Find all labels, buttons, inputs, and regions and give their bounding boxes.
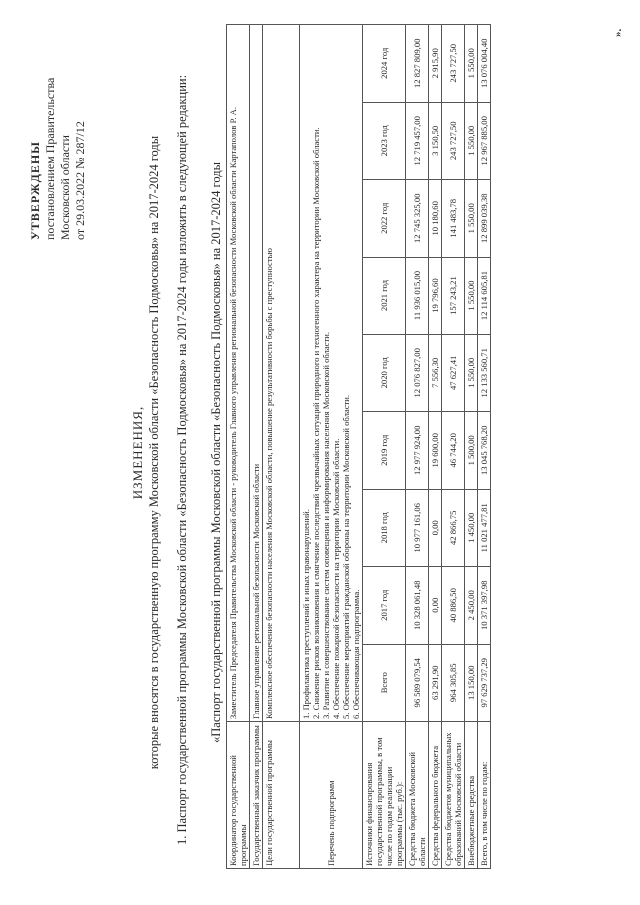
table-row: [442, 25, 465, 869]
approval-date: от 29.03.2022 № 287/12: [73, 121, 87, 240]
table-row: [478, 25, 491, 869]
table-cell: 1 550,00: [465, 257, 478, 334]
table-row: [227, 25, 250, 869]
list-item: 6. Обеспечивающая подпрограмма.: [351, 589, 361, 719]
row-value: Главное управление региональной безопасности Московской области: [250, 25, 263, 722]
column-header: 2023 год: [363, 102, 406, 179]
table-cell: 1 550,00: [465, 25, 478, 103]
table-cell: 12 719 457,00: [406, 102, 429, 179]
row-value: Заместитель Председателя Правительства Московской области - руководитель Главного управления региональной безопасности Московской области Картаполов Р. А.: [227, 25, 250, 722]
row-label: Средства бюджета Московской области: [406, 722, 429, 869]
table-cell: 63 291,90: [429, 644, 442, 721]
list-item: 2. Снижение рисков возникновения и смягчение последствий чрезвычайных ситуаций природного и техногенного характера на территории Московской области.: [311, 127, 321, 719]
section-heading: 1. Паспорт государственной программы Московской области «Безопасность Подмосковья» на 2017-2024 годы изложить в следующей редакции:: [175, 74, 189, 845]
document-subtitle: которые вносятся в государственную программу Московской области «Безопасность Подмосковья» на 2017-2024 годы: [147, 135, 161, 770]
table-cell: 2 915,90: [429, 25, 442, 103]
column-header: 2017 год: [363, 567, 406, 644]
passport-heading: «Паспорт государственной программы Московской области «Безопасность Подмосковья» на 2017-2024 годы: [209, 162, 223, 743]
program-passport-table: [226, 24, 491, 869]
table-cell: 157 243,21: [442, 257, 465, 334]
table-cell: 10 180,60: [429, 180, 442, 257]
approval-header: УТВЕРЖДЕНЫ: [28, 141, 42, 240]
row-label: Цели государственной программы: [263, 722, 300, 869]
column-header: 2021 год: [363, 257, 406, 334]
table-cell: 2 450,00: [465, 567, 478, 644]
row-label: Внебюджетные средства: [465, 722, 478, 869]
table-cell: 243 727,50: [442, 25, 465, 103]
table-cell: 12 076 827,00: [406, 334, 429, 411]
table-cell: 0,00: [429, 489, 442, 566]
table-cell: 12 114 605,81: [478, 257, 491, 334]
table-cell: 40 886,50: [442, 567, 465, 644]
table-header-row: [363, 25, 406, 869]
table-row: [300, 25, 363, 869]
table-cell: 0,00: [429, 567, 442, 644]
approval-line: постановлением Правительства: [43, 77, 57, 240]
subprograms-list: [300, 25, 363, 722]
table-cell: 1 550,00: [465, 102, 478, 179]
approval-line: Московской области: [58, 135, 72, 240]
table-cell: 7 556,30: [429, 334, 442, 411]
table-cell: 1 550,00: [465, 180, 478, 257]
table-cell: 10 977 161,06: [406, 489, 429, 566]
row-label: Источники финансирования государственной программы, в том числе по годам реализации программы (тыс. руб.):: [363, 722, 406, 869]
table-cell: 12 827 809,00: [406, 25, 429, 103]
table-row: [465, 25, 478, 869]
table-cell: 13 150,00: [465, 644, 478, 721]
column-header: Всего: [363, 644, 406, 721]
column-header: 2022 год: [363, 180, 406, 257]
row-label: Государственный заказчик программы: [250, 722, 263, 869]
table-cell: 11 021 477,81: [478, 489, 491, 566]
row-label: Средства бюджетов муниципальных образований Московской области: [442, 722, 465, 869]
table-cell: 3 150,50: [429, 102, 442, 179]
table-cell: 19 796,60: [429, 257, 442, 334]
column-header: 2019 год: [363, 412, 406, 489]
row-label: Перечень подпрограмм: [300, 722, 363, 869]
table-row: [263, 25, 300, 869]
column-header: 2018 год: [363, 489, 406, 566]
table-cell: 12 899 039,38: [478, 180, 491, 257]
table-cell: 964 305,85: [442, 644, 465, 721]
table-cell: 13 045 768,20: [478, 412, 491, 489]
row-label: Координатор государственной программы: [227, 722, 250, 869]
table-row: [250, 25, 263, 869]
table-cell: 1 550,00: [465, 334, 478, 411]
row-label: Средства федерального бюджета: [429, 722, 442, 869]
table-cell: 12 977 924,00: [406, 412, 429, 489]
table-row: [429, 25, 442, 869]
list-item: 1. Профилактика преступлений и иных правонарушений.: [301, 509, 311, 719]
list-item: 5. Обеспечение мероприятий гражданской обороны на территории Московской области.: [341, 394, 351, 719]
row-label: Всего, в том числе по годам:: [478, 722, 491, 869]
document-title: ИЗМЕНЕНИЯ,: [130, 405, 145, 500]
table-cell: 12 133 560,71: [478, 334, 491, 411]
column-header: 2024 год: [363, 25, 406, 103]
table-cell: 11 936 015,00: [406, 257, 429, 334]
table-row: [406, 25, 429, 869]
table-cell: 96 589 079,54: [406, 644, 429, 721]
table-cell: 12 745 325,00: [406, 180, 429, 257]
table-cell: 47 627,41: [442, 334, 465, 411]
table-cell: 1 500,00: [465, 412, 478, 489]
table-cell: 10 371 397,98: [478, 567, 491, 644]
closing-quote-mark: ».: [612, 28, 624, 37]
column-header: 2020 год: [363, 334, 406, 411]
table-cell: 141 483,78: [442, 180, 465, 257]
list-item: 3. Развитие и совершенствование систем оповещения и информирования населения Московской области.: [321, 332, 331, 719]
approval-stamp: [28, 20, 88, 240]
table-cell: 12 967 885,00: [478, 102, 491, 179]
list-item: 4. Обеспечение пожарной безопасности на территории Московской области.: [331, 438, 341, 719]
table-cell: 97 629 737,29: [478, 644, 491, 721]
table-cell: 1 450,00: [465, 489, 478, 566]
table-cell: 13 076 004,40: [478, 25, 491, 103]
table-cell: 243 727,50: [442, 102, 465, 179]
table-cell: 10 328 061,48: [406, 567, 429, 644]
table-cell: 42 866,75: [442, 489, 465, 566]
row-value: Комплексное обеспечение безопасности населения Московской области, повышение результативности борьбы с преступностью: [263, 25, 300, 722]
table-cell: 46 744,20: [442, 412, 465, 489]
table-cell: 19 600,00: [429, 412, 442, 489]
